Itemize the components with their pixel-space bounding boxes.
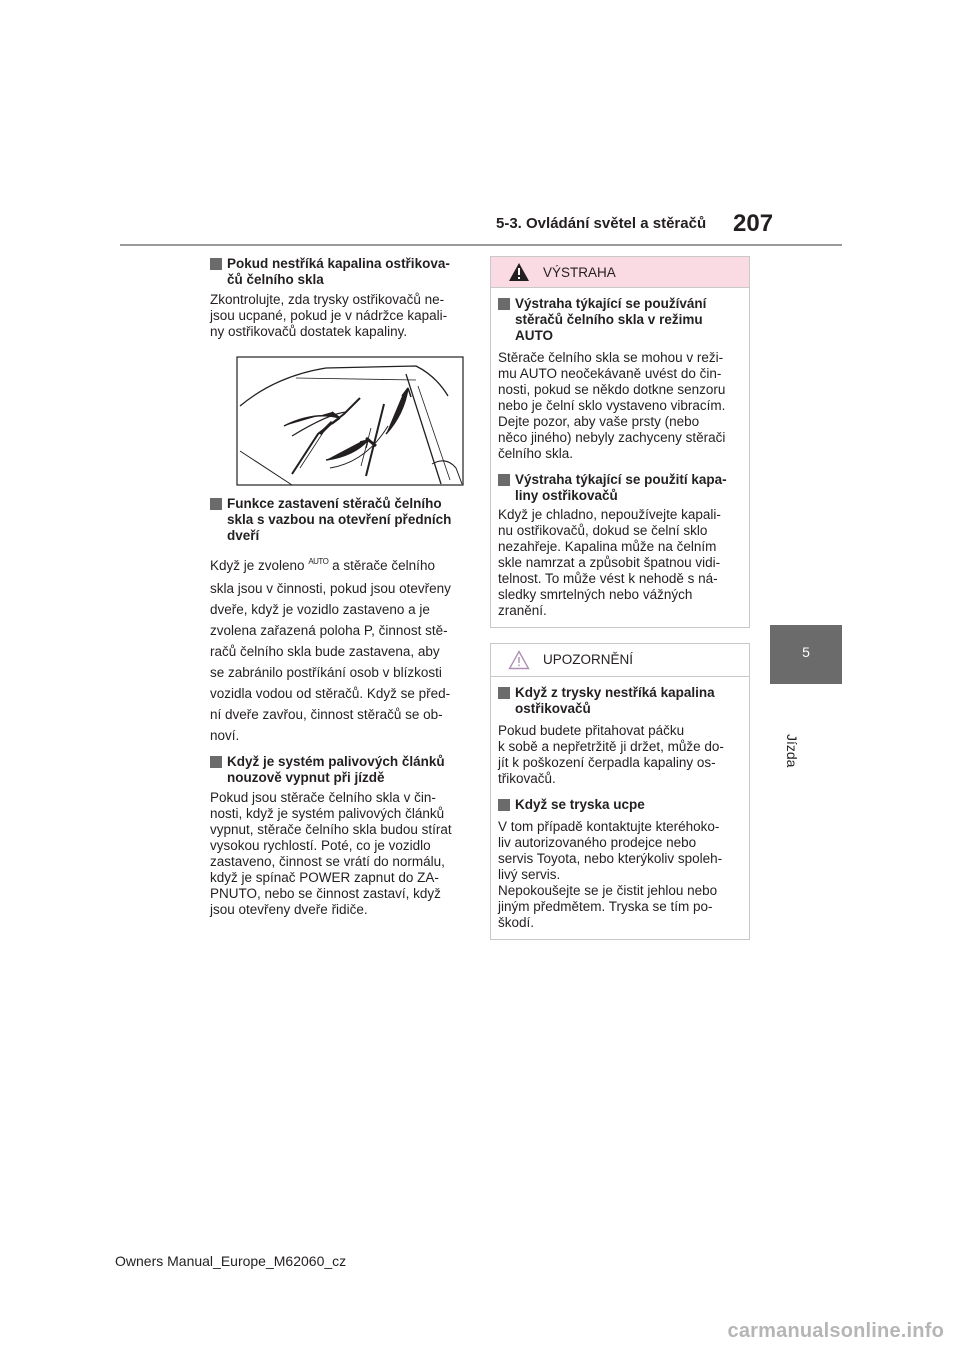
footer-text: Owners Manual_Europe_M62060_cz [115, 1253, 347, 1269]
caution-triangle-icon [508, 650, 530, 670]
section-body: Pokud jsou stěrače čelního skla v čin- nosti, když je systém palivových článků vypnut, stěrače čelního skla budou stírat vysokou rychlostí. Poté, co je vozidlo zastaveno, činnost se vrátí do normálu, když je spínač POWER zapnut do ZA- PNUTO, nebo se činnost zastaví, když jsou otevřeny dveře řidiče. [210, 790, 452, 917]
bullet-square-icon [210, 258, 222, 270]
notice-header [491, 644, 749, 677]
section-washer-no-spray [210, 256, 472, 340]
section-body: Zkontrolujte, zda trysky ostřikovačů ne- jsou ucpané, pokud je v nádržce kapali- ny ostřikovačů dostatek kapaliny. [210, 292, 448, 339]
section-body: Pokud budete přitahovat páčku k sobě a nepřetržitě ji držet, může do- jít k poškození čerpadla kapaliny os- třikovačů. [498, 723, 724, 786]
section-title: Výstraha týkající se použití kapa- liny ostřikovačů [515, 472, 727, 503]
section-title: Když z trysky nestříká kapalina ostřikovačů [515, 685, 715, 716]
section-body: Když je chladno, nepoužívejte kapali- nu ostřikovačů, dokud se čelní sklo nezahřeje. Kapalina může na čelním skle namrzat a způsobit špatnou vidi- telnost. To může vést k nehodě s ná- sledky smrtelných nebo vážných zranění. [498, 507, 721, 618]
page-number: 207 [733, 210, 774, 237]
notice-title: UPOZORNĚNÍ [543, 652, 634, 667]
section-wiper-stop-door [210, 496, 472, 746]
section-title: Pokud nestříká kapalina ostřikova- čů čelního skla [227, 256, 450, 287]
chapter-label: Jízda [784, 734, 800, 768]
body-end: a stěrače čelního skla jsou v činnosti, pokud jsou otevřeny dveře, když je vozidlo zastaveno a je zvolena zařazená poloha P, činnost stě- račů čelního skla bude zastavena, aby se zabránilo postříkání osob v blízkosti vozidla vodou od stěračů. Když se před- ní dveře zavřou, činnost stěračů se ob- noví. [210, 558, 451, 743]
header-rule [120, 244, 842, 246]
section-body: V tom případě kontaktujte kteréhoko- liv autorizovaného prodejce nebo servis Toyota, nebo kterýkoliv spoleh- livý servis. Nepokoušejte se je čistit jehlou nebo jiným předmětem. Tryska se tím po- škodí. [498, 819, 723, 930]
section-title: Když se tryska ucpe [515, 797, 645, 812]
warning-header [491, 257, 749, 288]
warning-box [490, 256, 750, 628]
bullet-square-icon [498, 474, 510, 486]
chapter-tab: 5 [770, 625, 842, 684]
bullet-square-icon [210, 498, 222, 510]
left-column [210, 256, 472, 918]
section-fuel-cell-emergency [210, 754, 472, 918]
bullet-square-icon [210, 756, 222, 768]
warning-triangle-icon [508, 262, 530, 282]
warning-title: VÝSTRAHA [543, 265, 616, 280]
section-title: Výstraha týkající se používání stěračů čelního skla v režimu AUTO [515, 296, 707, 343]
body-start: Když je zvoleno [210, 558, 309, 573]
auto-symbol: AUTO [308, 557, 329, 566]
section-header: 5-3. Ovládání světel a stěračů [496, 215, 707, 232]
bullet-square-icon [498, 687, 510, 699]
bullet-square-icon [498, 799, 510, 811]
windshield-wiper-illustration [236, 356, 464, 486]
section-body: Stěrače čelního skla se mohou v reži- mu AUTO neočekávaně uvést do čin- nosti, pokud se někdo dotkne senzoru nebo je čelní sklo vystaveno vibracím. Dejte pozor, aby vaše prsty (nebo něco jiného) nebyly zachyceny stěrači čelního skla. [498, 350, 726, 461]
watermark: carmanualsonline.info [727, 1320, 944, 1342]
bullet-square-icon [498, 298, 510, 310]
section-title: Funkce zastavení stěračů čelního skla s vazbou na otevření předních dveří [227, 496, 452, 543]
section-title: Když je systém palivových článků nouzově vypnut při jízdě [227, 754, 445, 785]
section-body [210, 555, 472, 746]
notice-box [490, 643, 750, 940]
